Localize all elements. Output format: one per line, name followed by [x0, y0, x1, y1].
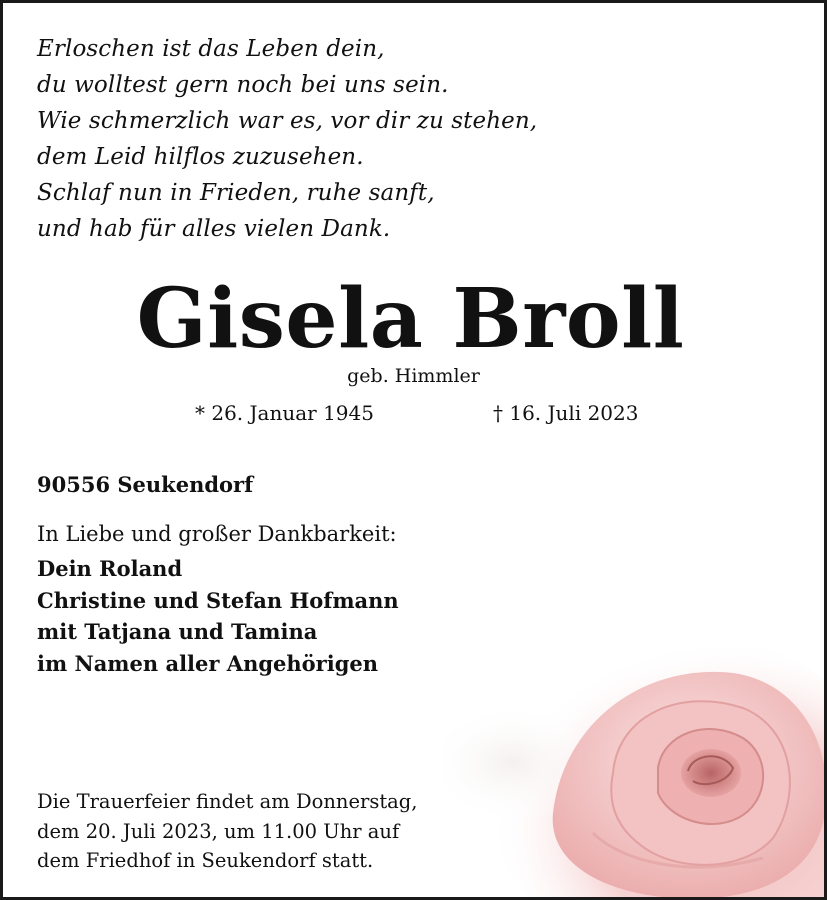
mourners-intro: In Liebe und großer Dankbarkeit:: [37, 522, 397, 546]
ceremony-info: [37, 787, 417, 876]
poem-line: und hab für alles vielen Dank.: [37, 216, 391, 242]
death-date: † 16. Juli 2023: [493, 401, 639, 425]
deceased-name: Gisela Broll: [136, 271, 685, 367]
mourners-list: [37, 553, 399, 679]
ceremony-line: dem 20. Juli 2023, um 11.00 Uhr auf: [37, 819, 400, 843]
place: 90556 Seukendorf: [37, 472, 254, 497]
poem-line: Wie schmerzlich war es, vor dir zu stehen,: [37, 108, 538, 134]
mourner-line: Dein Roland: [37, 556, 183, 581]
poem-line: Erloschen ist das Leben dein,: [37, 36, 385, 62]
mourner-line: mit Tatjana und Tamina: [37, 619, 318, 644]
maiden-name: geb. Himmler: [347, 365, 480, 387]
poem: [37, 31, 537, 247]
birth-date: * 26. Januar 1945: [195, 401, 374, 425]
mourner-line: Christine und Stefan Hofmann: [37, 587, 399, 613]
mourner-line: im Namen aller Angehörigen: [37, 650, 379, 676]
ceremony-line: Die Trauerfeier findet am Donnerstag,: [37, 790, 418, 813]
poem-line: du wolltest gern noch bei uns sein.: [37, 72, 449, 98]
rose-image: [443, 603, 827, 900]
poem-line: dem Leid hilflos zuzusehen.: [37, 144, 364, 170]
ceremony-line: dem Friedhof in Seukendorf statt.: [37, 849, 374, 872]
poem-line: Schlaf nun in Frieden, ruhe sanft,: [37, 180, 435, 206]
